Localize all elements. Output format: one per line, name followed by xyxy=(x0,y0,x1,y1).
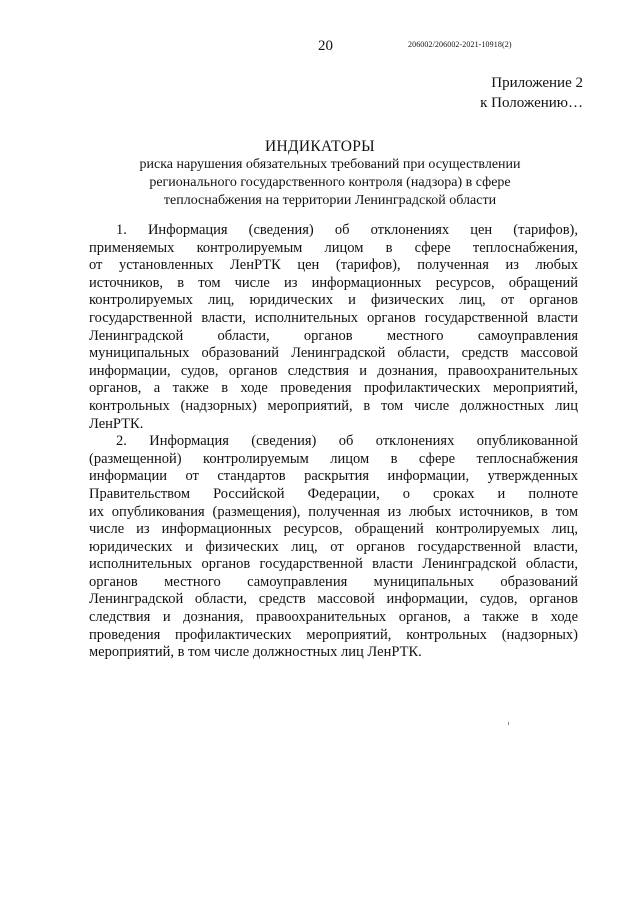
paragraph-line: государственной власти, исполнительных органов государственной власти xyxy=(89,309,578,326)
paragraph-line: Ленинградской области, органов местного самоуправления xyxy=(89,327,578,344)
paragraph-line: муниципальных образований Ленинградской области, средств массовой xyxy=(89,345,578,362)
paragraph-line: применяемых контролируемым лицом в сфере теплоснабжения, xyxy=(89,239,578,256)
paragraph-line: мероприятий, в том числе должностных лиц ЛенРТК. xyxy=(89,644,422,661)
paragraph-line: следствия и дознания, правоохранительных органов, а также в ходе xyxy=(89,609,578,626)
paragraph-line: контролируемых лиц, юридических и физических лиц, от органов xyxy=(89,292,578,309)
paragraph-line: источников, в том числе из информационных ресурсов, обращений xyxy=(89,274,578,291)
paragraph-line: ЛенРТК. xyxy=(89,415,144,432)
subtitle-line-3: теплоснабжения на территории Ленинградской области xyxy=(163,193,497,208)
document-code: 206002/206002-2021-10918(2) xyxy=(408,40,512,49)
paragraph-line: числе из информационных ресурсов, обращений контролируемых лиц, xyxy=(89,521,578,538)
paragraph-line: (размещенной) контролируемым лицом в сфере теплоснабжения xyxy=(89,450,578,467)
paragraph-2 xyxy=(89,433,578,662)
paragraph-line: Ленинградской области, средств массовой информации, судов, органов xyxy=(89,591,578,608)
paragraph-line: от установленных ЛенРТК цен (тарифов), полученная из любых xyxy=(89,257,578,274)
document-subtitle xyxy=(100,156,560,210)
document-body xyxy=(89,222,578,662)
paragraph-line: 1. Информация (сведения) об отклонениях цен (тарифов), xyxy=(116,222,578,238)
paragraph-line: Правительством Российской Федерации, о сроках и полноте xyxy=(89,485,578,502)
paragraph-line: контрольных (надзорных) мероприятий, в том числе должностных лиц xyxy=(89,397,578,414)
page-number: 20 xyxy=(318,38,333,54)
paragraph-line: информации, судов, органов следствия и дознания, правоохранительных xyxy=(89,362,578,379)
paragraph-line: исполнительных органов государственной власти Ленинградской области, xyxy=(89,556,578,573)
appendix-line-1: Приложение 2 xyxy=(491,75,583,91)
paragraph-line: органов местного самоуправления муниципальных образований xyxy=(89,573,578,590)
paragraph-1 xyxy=(89,222,578,433)
paragraph-line: 2. Информация (сведения) об отклонениях опубликованной xyxy=(116,433,578,450)
subtitle-line-1: риска нарушения обязательных требований при осуществлении xyxy=(139,157,521,172)
appendix-line-2: к Положению… xyxy=(480,95,583,111)
subtitle-line-2: регионального государственного контроля (надзора) в сфере xyxy=(149,175,511,190)
document-title: ИНДИКАТОРЫ xyxy=(265,138,375,155)
paragraph-line: проведения профилактических мероприятий, контрольных (надзорных) xyxy=(89,626,578,643)
appendix-reference xyxy=(480,73,583,113)
paragraph-line: информации от стандартов раскрытия информации, утвержденных xyxy=(89,468,578,485)
paragraph-line: их опубликования (размещения), полученная из любых источников, в том xyxy=(89,503,578,520)
paragraph-line: органов, а также в ходе проведения профилактических мероприятий, xyxy=(89,380,578,397)
scan-speck xyxy=(508,722,509,725)
paragraph-line: юридических и физических лиц, от органов государственной власти, xyxy=(89,538,578,555)
